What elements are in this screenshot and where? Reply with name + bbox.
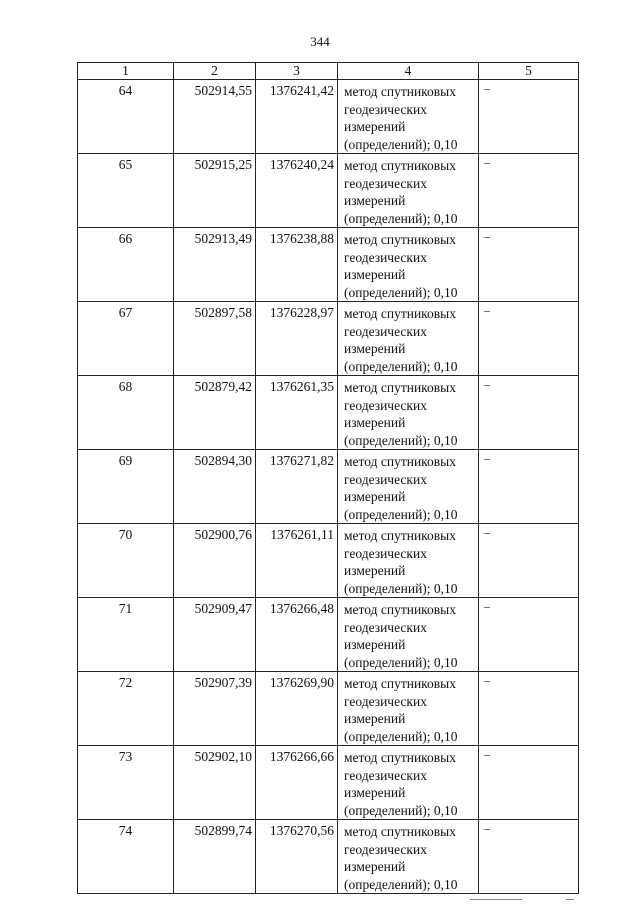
x-coordinate-cell: 502915,25 (174, 154, 256, 228)
table-row (78, 820, 579, 894)
method-cell: метод спутниковых геодезических измерений (определений); 0,10 (338, 376, 479, 450)
table-row (78, 598, 579, 672)
x-coordinate-cell: 502914,55 (174, 80, 256, 154)
note-cell: – (479, 154, 579, 228)
y-coordinate-cell: 1376241,42 (256, 80, 338, 154)
y-coordinate-cell: 1376261,35 (256, 376, 338, 450)
x-coordinate-cell: 502909,47 (174, 598, 256, 672)
y-coordinate-cell: 1376261,11 (256, 524, 338, 598)
x-coordinate-cell: 502902,10 (174, 746, 256, 820)
point-number-cell: 69 (78, 450, 174, 524)
method-cell: метод спутниковых геодезических измерений (определений); 0,10 (338, 154, 479, 228)
note-cell: – (479, 820, 579, 894)
note-cell: – (479, 746, 579, 820)
method-cell: метод спутниковых геодезических измерений (определений); 0,10 (338, 302, 479, 376)
note-cell: – (479, 302, 579, 376)
y-coordinate-cell: 1376270,56 (256, 820, 338, 894)
y-coordinate-cell: 1376228,97 (256, 302, 338, 376)
point-number-cell: 68 (78, 376, 174, 450)
table-header-row (78, 63, 579, 80)
x-coordinate-cell: 502907,39 (174, 672, 256, 746)
column-header-2: 2 (174, 63, 256, 80)
point-number-cell: 71 (78, 598, 174, 672)
footer-line-mark (470, 899, 522, 900)
x-coordinate-cell: 502897,58 (174, 302, 256, 376)
point-number-cell: 70 (78, 524, 174, 598)
table-row (78, 80, 579, 154)
point-number-cell: 66 (78, 228, 174, 302)
column-header-3: 3 (256, 63, 338, 80)
point-number-cell: 64 (78, 80, 174, 154)
table-row (78, 154, 579, 228)
x-coordinate-cell: 502894,30 (174, 450, 256, 524)
note-cell: – (479, 598, 579, 672)
table-row (78, 376, 579, 450)
method-cell: метод спутниковых геодезических измерений (определений); 0,10 (338, 598, 479, 672)
note-cell: – (479, 524, 579, 598)
y-coordinate-cell: 1376238,88 (256, 228, 338, 302)
point-number-cell: 67 (78, 302, 174, 376)
column-header-4: 4 (338, 63, 479, 80)
y-coordinate-cell: 1376271,82 (256, 450, 338, 524)
method-cell: метод спутниковых геодезических измерений (определений); 0,10 (338, 80, 479, 154)
table-row (78, 302, 579, 376)
x-coordinate-cell: 502879,42 (174, 376, 256, 450)
coordinates-table (77, 62, 579, 894)
table-row (78, 672, 579, 746)
x-coordinate-cell: 502913,49 (174, 228, 256, 302)
method-cell: метод спутниковых геодезических измерений (определений); 0,10 (338, 450, 479, 524)
table-body (78, 80, 579, 894)
point-number-cell: 65 (78, 154, 174, 228)
y-coordinate-cell: 1376266,48 (256, 598, 338, 672)
note-cell: – (479, 450, 579, 524)
point-number-cell: 72 (78, 672, 174, 746)
column-header-5: 5 (479, 63, 579, 80)
table-row (78, 524, 579, 598)
note-cell: – (479, 80, 579, 154)
method-cell: метод спутниковых геодезических измерений (определений); 0,10 (338, 672, 479, 746)
table-row (78, 746, 579, 820)
table-row (78, 450, 579, 524)
method-cell: метод спутниковых геодезических измерений (определений); 0,10 (338, 228, 479, 302)
x-coordinate-cell: 502900,76 (174, 524, 256, 598)
y-coordinate-cell: 1376266,66 (256, 746, 338, 820)
table-row (78, 228, 579, 302)
y-coordinate-cell: 1376269,90 (256, 672, 338, 746)
method-cell: метод спутниковых геодезических измерений (определений); 0,10 (338, 524, 479, 598)
footer-line-mark (566, 899, 574, 900)
y-coordinate-cell: 1376240,24 (256, 154, 338, 228)
note-cell: – (479, 376, 579, 450)
point-number-cell: 74 (78, 820, 174, 894)
point-number-cell: 73 (78, 746, 174, 820)
page-number: 344 (310, 34, 330, 49)
note-cell: – (479, 228, 579, 302)
column-header-1: 1 (78, 63, 174, 80)
x-coordinate-cell: 502899,74 (174, 820, 256, 894)
method-cell: метод спутниковых геодезических измерений (определений); 0,10 (338, 820, 479, 894)
note-cell: – (479, 672, 579, 746)
method-cell: метод спутниковых геодезических измерений (определений); 0,10 (338, 746, 479, 820)
